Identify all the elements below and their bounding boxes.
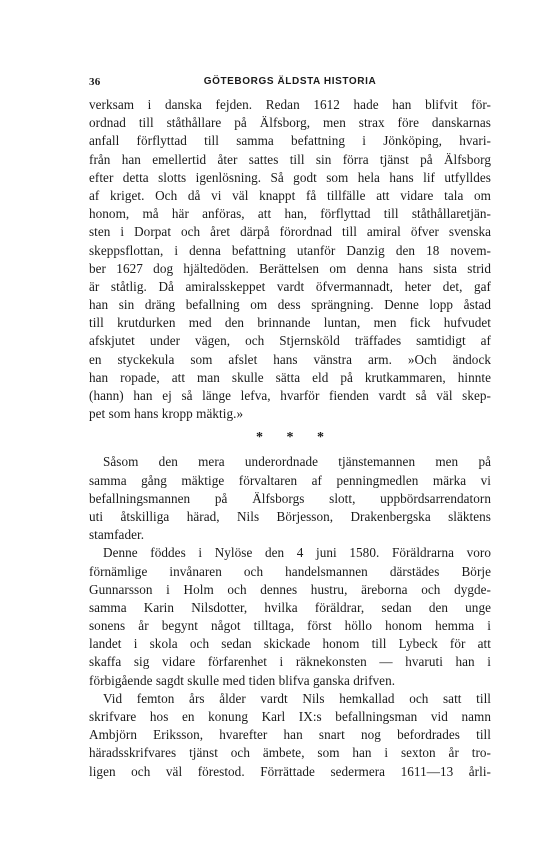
page-number: 36 <box>89 76 101 88</box>
text-line: Denne föddes i Nylöse den 4 juni 1580. Föräldrarna voro <box>103 545 491 561</box>
text-line: befallningsmannen på Älfsborgs slott, uppbördsarrendatorn <box>89 490 491 506</box>
text-line: Ambjörn Eriksson, hvarefter han snart nog befordrades till <box>89 727 491 743</box>
text-line: ordnad till ståthållare på Älfsborg, men strax före danskarnas <box>89 115 491 131</box>
text-line: verksam i danska fejden. Redan 1612 hade han blifvit för- <box>89 97 491 112</box>
text-line: afskjutet under vägen, och Stjernsköld träffades samtidigt af <box>89 333 491 349</box>
text-line: Såsom den mera underordnade tjänstemannen men på <box>103 454 491 470</box>
running-head: GÖTEBORGS ÄLDSTA HISTORIA <box>203 76 377 87</box>
text-line: honom, må här anföras, att han, förflyttad till ståthållaretjän- <box>89 206 491 222</box>
text-line: anfall förflyttad till samma befattning i Jönköping, hvari- <box>89 133 491 149</box>
book-page <box>89 76 491 781</box>
text-line: af kriget. Och då vi väl knappt få tillfälle att vidare tala om <box>89 187 491 203</box>
text-line: Gunnarsson i Holm och dennes hustru, äreborna och dygde- <box>89 581 491 597</box>
text-line: sten i Dorpat och året därpå förordnad till amiral öfver svenska <box>89 224 491 240</box>
text-line: förnämlige invånaren och handelsmannen därstädes Börje <box>89 563 491 579</box>
text-line: han ropade, att man skulle sätta eld på krutkammaren, hinnte <box>89 369 491 385</box>
paragraph-nils-borjesson <box>89 453 491 544</box>
text-line: Vid femton års ålder vardt Nils hemkallad och satt till <box>103 690 491 706</box>
text-line: samma Karin Nilsdotter, hvilka föräldrar, sedan den unge <box>89 599 491 615</box>
text-line: sonens år begynt något tilltaga, först höllo honom hemma i <box>89 618 491 634</box>
text-line: en styckekula som afslet hans vänstra arm. »Och ändock <box>89 351 491 367</box>
text-line: ligen och väl förestod. Förrättade sedermera 1611—13 årli- <box>89 763 491 779</box>
text-line: skeppsflottan, i denna befattning utanför Danzig den 18 novem- <box>89 242 491 258</box>
text-line: (hann) han ej så länge lefva, hvarför fienden vardt så väl skep- <box>89 388 491 403</box>
text-line: efter detta slotts igenlösning. Så godt som hela hans lif utfylldes <box>89 169 491 185</box>
text-line: pet som hans kropp mäktig.» <box>89 406 244 422</box>
text-line: han sin dräng befallning om dess sprängning. Denne lopp åstad <box>89 297 491 313</box>
text-line: samma gång mäktige förvaltaren af penningmedlen märka vi <box>89 472 491 488</box>
text-line: skaffa sig vidare förfarenhet i räknekonsten — hvaruti han i <box>89 654 491 670</box>
paragraph-stjernskold <box>89 96 491 423</box>
text-line: till krutdurken med den brinnande luntan, men fick hufvudet <box>89 315 491 331</box>
text-line: häradsskrifvares tjänst och ämbete, som han i sexton år tro- <box>89 745 491 761</box>
text-line: från han emellertid åter sattes till sin förra tjänst på Älfsborg <box>89 151 491 167</box>
text-line: landet i skola och sedan skickade honom till Lybeck för att <box>89 636 491 652</box>
text-line: ber 1627 dog hjältedöden. Berättelsen om denna hans sista strid <box>89 260 491 276</box>
text-line: förbigående sagdt skulle med tiden blifva ganska drifven. <box>89 672 396 688</box>
text-line: skrifvare hos en konung Karl IX:s befallningsman vid namn <box>89 709 491 724</box>
section-separator: * * * <box>256 430 334 446</box>
paragraph-career <box>89 690 491 781</box>
page-header <box>89 76 491 96</box>
text-line: är ståtlig. Då amiralsskeppet vardt öfvermannadt, heter det, gaf <box>89 278 491 294</box>
text-line: stamfader. <box>89 527 145 543</box>
paragraph-birth <box>89 544 491 690</box>
text-line: uti åtskilliga härad, Nils Börjesson, Drakenbergska släktens <box>89 508 491 524</box>
